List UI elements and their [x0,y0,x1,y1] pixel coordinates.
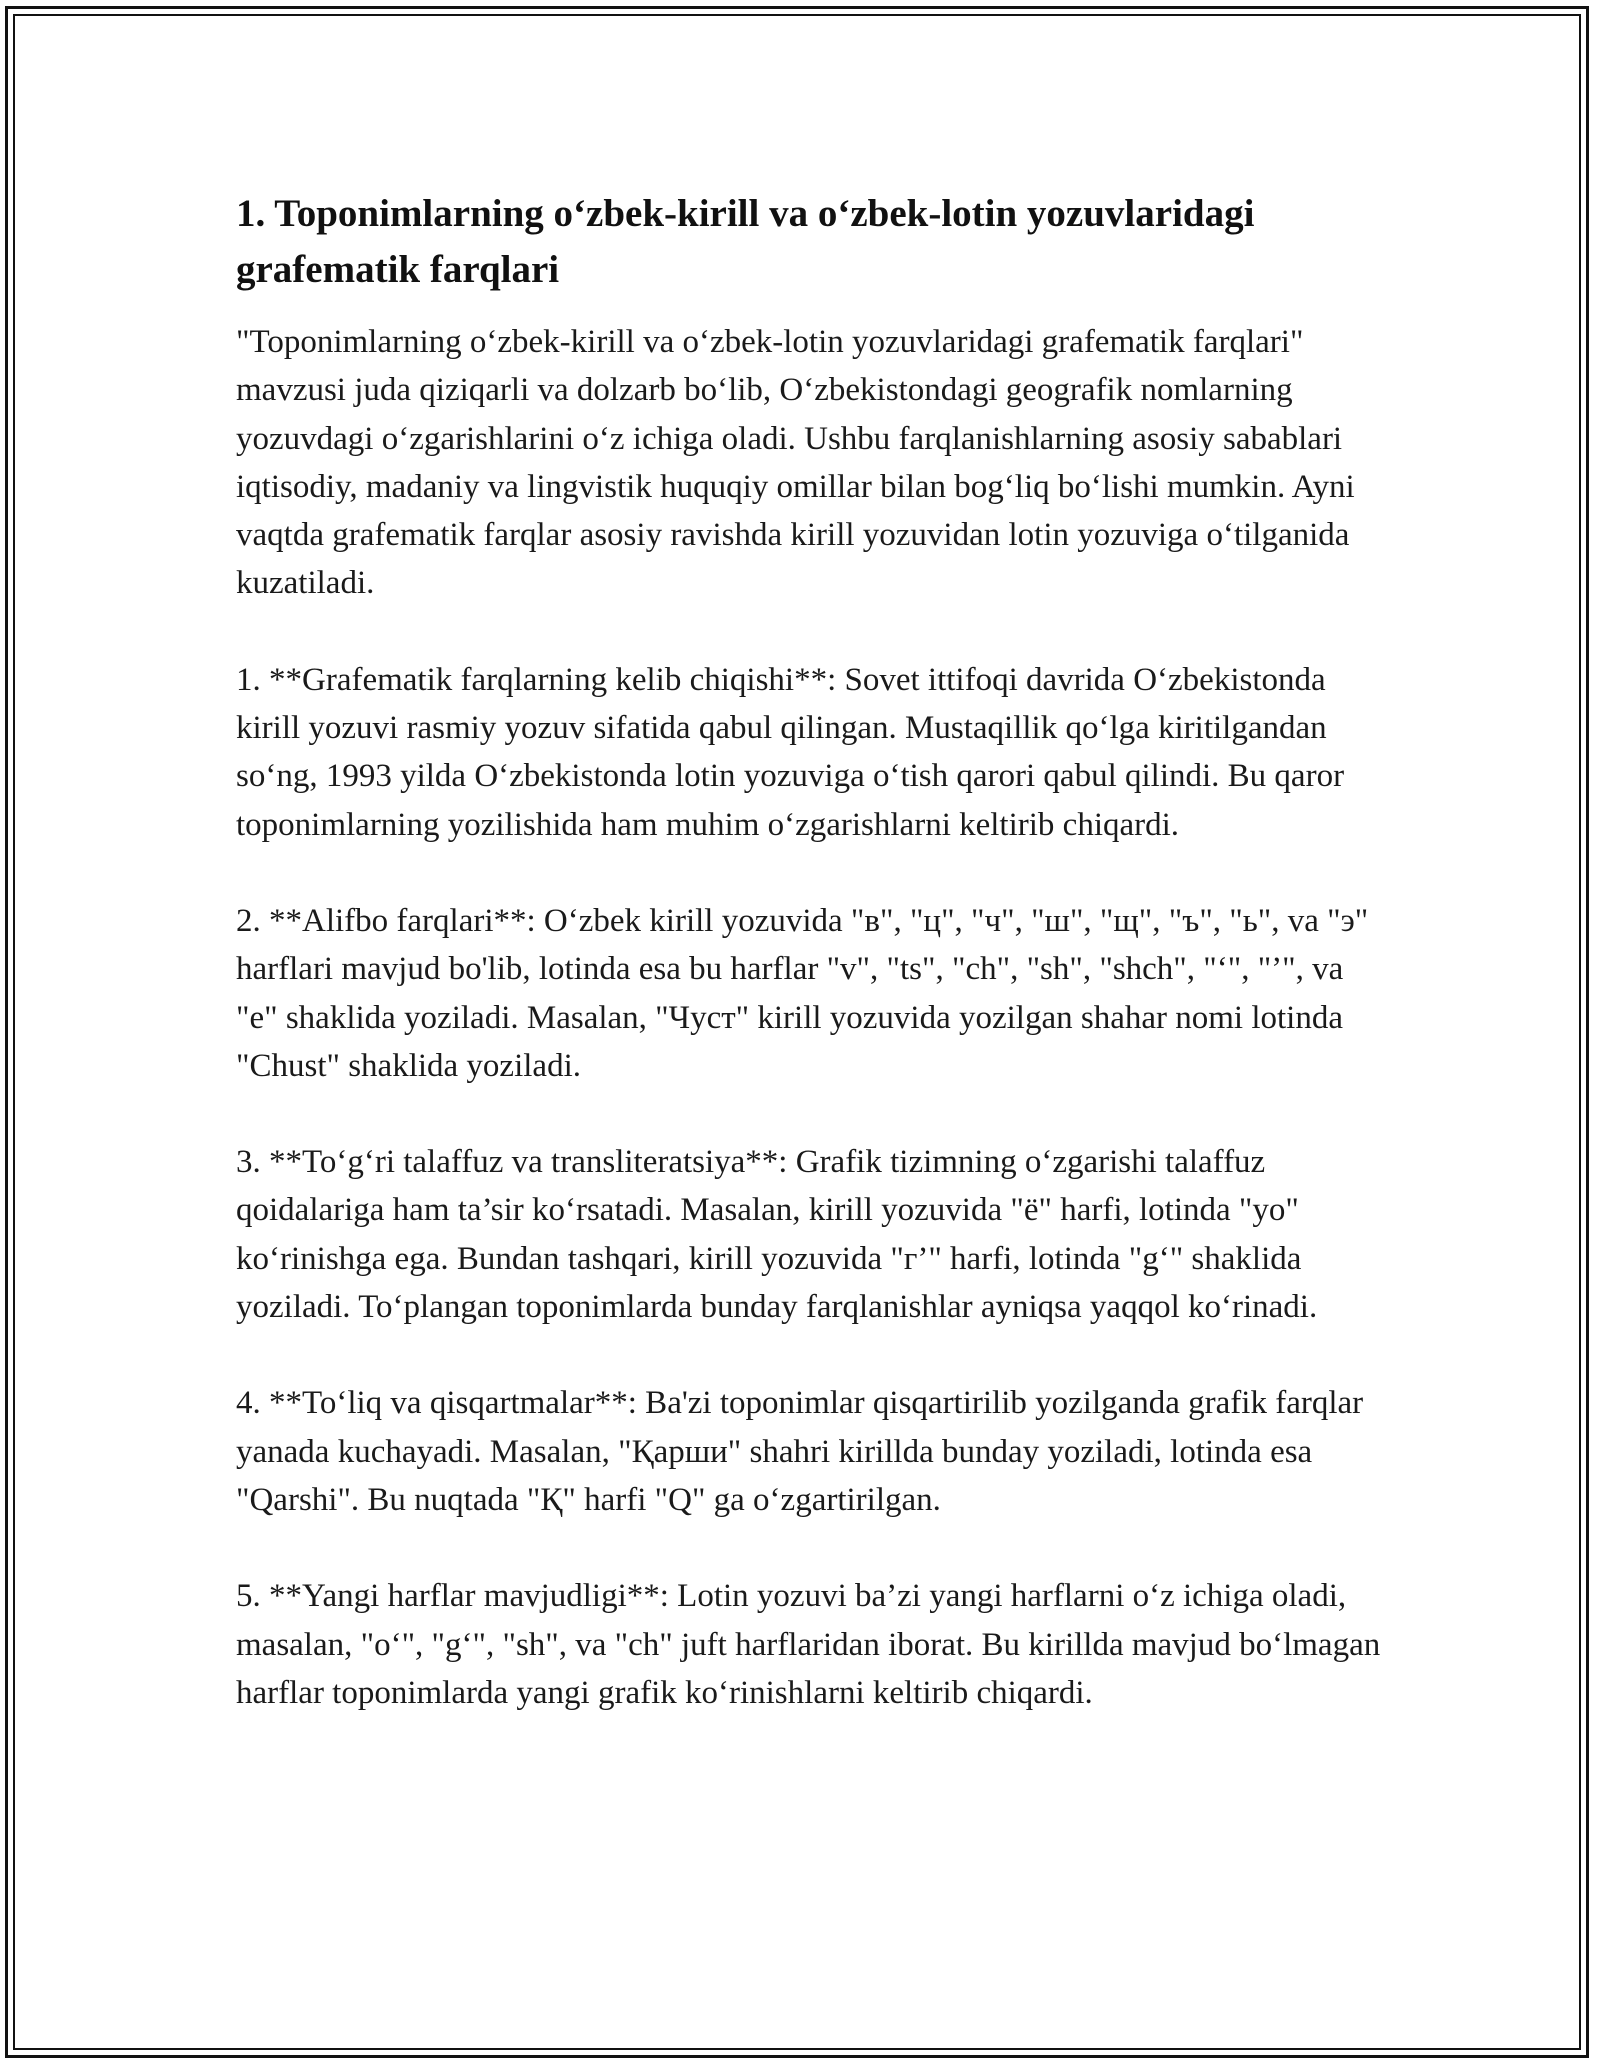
paragraph-origin-of-differences: 1. **Grafematik farqlarning kelib chiqishi**: Sovet ittifoqi davrida O‘zbekistonda kirill yozuvi rasmiy yozuv sifatida qabul qilingan. Mustaqillik qo‘lga kiritilgandan so‘ng, 1993 yilda O‘zbekistonda lotin yozuviga o‘tish qarori qabul qilindi. Bu qaror toponimlarning yozilishida ham muhim o‘zgarishlarni keltirib chiqardi. [236,661,1345,843]
paragraph-alphabet-differences: 2. **Alifbo farqlari**: O‘zbek kirill yozuvida "в", "ц", "ч", "ш", "щ", "ъ", "ь", va "э" harflari mavjud bo'lib, lotinda esa bu harflar "v", "ts", "ch", "sh", "shch", "‘", "’", va "e" shaklida yoziladi. Masalan, "Чуст" kirill yozuvida yozilgan shahar nomi lotinda "Chust" shaklida yoziladi. [236,902,1369,1084]
document-body [236,186,1384,1765]
section-heading: 1. Toponimlarning o‘zbek-kirill va o‘zbek-lotin yozuvlaridagi grafematik farqlari [236,192,1255,291]
paragraph-new-letters: 5. **Yangi harflar mavjudligi**: Lotin yozuvi ba’zi yangi harflarni o‘z ichiga oladi, masalan, "o‘", "g‘", "sh", va "ch" juft harflaridan iborat. Bu kirillda mavjud bo‘lmagan harflar toponimlarda yangi grafik ko‘rinishlarni keltirib chiqardi. [236,1578,1381,1711]
paragraph-abbreviations: 4. **To‘liq va qisqartmalar**: Ba'zi toponimlar qisqartirilib yozilganda grafik farqlar yanada kuchayadi. Masalan, "Қарши" shahri kirillda bunday yoziladi, lotinda esa "Qarshi". Bu nuqtada "Қ" harfi "Q" ga o‘zgartirilgan. [236,1385,1364,1518]
paragraph-pronunciation-transliteration: 3. **To‘g‘ri talaffuz va transliteratsiya**: Grafik tizimning o‘zgarishi talaffuz qoidalariga ham ta’sir ko‘rsatadi. Masalan, kirill yozuvida "ё" harfi, lotinda "yo" ko‘rinishga ega. Bundan tashqari, kirill yozuvida "г’" harfi, lotinda "g‘" shaklida yoziladi. To‘plangan toponimlarda bunday farqlanishlar ayniqsa yaqqol ko‘rinadi. [236,1144,1318,1326]
intro-paragraph: "Toponimlarning o‘zbek-kirill va o‘zbek-lotin yozuvlaridagi grafematik farqlari" mavzusi juda qiziqarli va dolzarb bo‘lib, O‘zbekistondagi geografik nomlarning yozuvdagi o‘zgarishlarini o‘z ichiga oladi. Ushbu farqlanishlarning asosiy sabablari iqtisodiy, madaniy va lingvistik huquqiy omillar bilan bog‘liq bo‘lishi mumkin. Ayni vaqtda grafematik farqlar asosiy ravishda kirill yozuvidan lotin yozuviga o‘tilganida kuzatiladi. [236,324,1355,602]
